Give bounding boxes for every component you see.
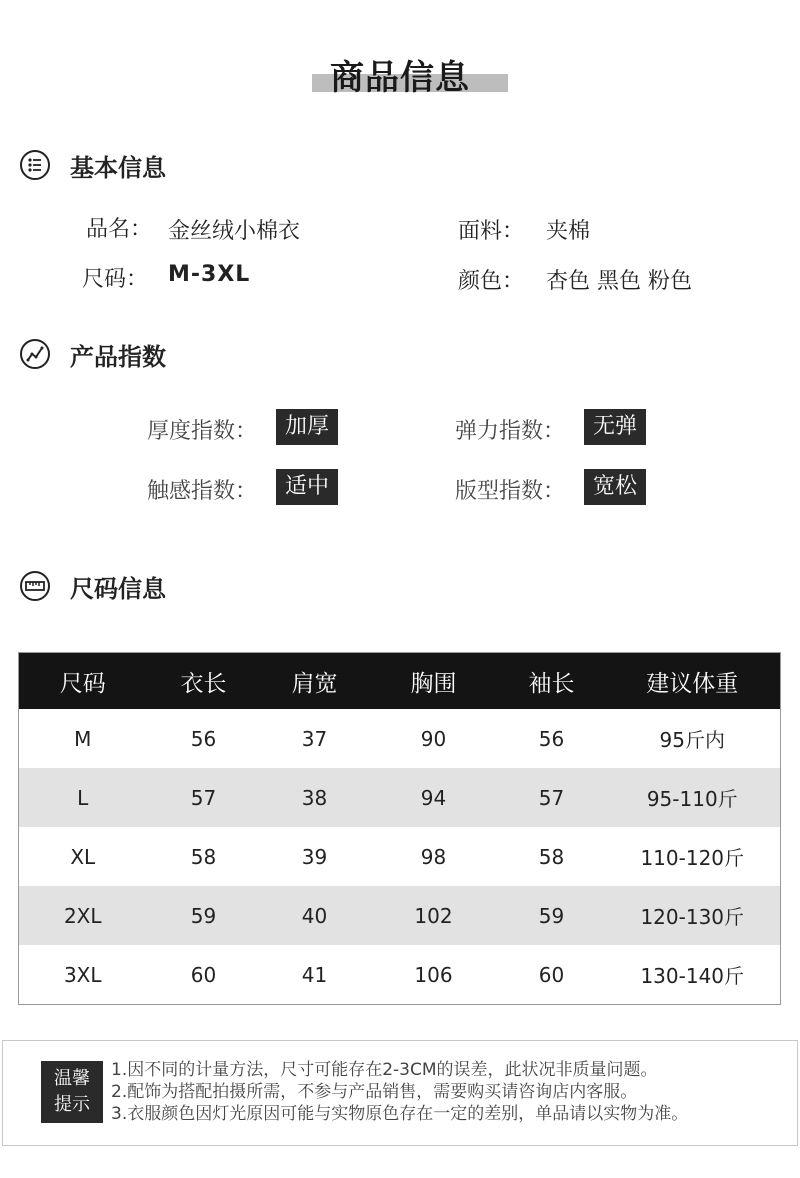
cell-bust: 94 (369, 768, 499, 827)
trend-chart-icon (20, 339, 50, 369)
tip-line: 2.配饰为搭配拍摄所需，不参与产品销售，需要购买请咨询店内客服。 (111, 1082, 638, 1102)
cell-sleeve: 57 (499, 768, 605, 827)
fabric-label: 面料： (458, 219, 525, 244)
page-title: 商品信息 (330, 58, 470, 98)
header-shoulder: 肩宽 (261, 653, 369, 710)
section-product-index (20, 334, 166, 374)
cell-size: XL (70, 844, 96, 869)
cell-bust: 102 (369, 886, 499, 945)
table-row (19, 768, 781, 827)
tips-badge-line2: 提示 (54, 1094, 90, 1115)
cell-size: M (74, 726, 92, 751)
thickness-index-label: 厚度指数： (147, 419, 258, 444)
cell-bust: 90 (420, 726, 447, 751)
cell-weight: 130-140斤 (640, 964, 745, 988)
elasticity-index-badge: 无弹 (584, 409, 646, 445)
tips-box (2, 1040, 798, 1146)
product-name-label: 品名： (86, 217, 153, 242)
cell-size: L (19, 768, 147, 827)
cell-weight: 120-130斤 (605, 886, 781, 945)
tips-lines (111, 1059, 688, 1125)
cell-shoulder: 39 (301, 844, 328, 869)
cell-length: 59 (147, 886, 261, 945)
touch-index-badge: 适中 (276, 469, 338, 505)
cell-length: 56 (190, 726, 217, 751)
header-size: 尺码 (19, 653, 147, 710)
header-length: 衣长 (147, 653, 261, 710)
section-title-index: 产品指数 (70, 342, 166, 371)
tips-badge (41, 1061, 103, 1123)
color-value: 杏色 黑色 粉色 (546, 269, 692, 294)
cell-shoulder: 37 (301, 726, 328, 751)
size-table (18, 652, 781, 1005)
elasticity-index-label: 弹力指数： (455, 419, 566, 444)
cell-length: 58 (190, 844, 217, 869)
table-row (19, 709, 781, 768)
header-sleeve: 袖长 (499, 653, 605, 710)
cell-shoulder: 40 (261, 886, 369, 945)
cell-length: 57 (147, 768, 261, 827)
cell-size: 3XL (63, 962, 102, 987)
tips-badge-line1: 温馨 (54, 1068, 90, 1089)
page-header (0, 44, 800, 104)
cell-sleeve: 59 (499, 886, 605, 945)
cell-sleeve: 56 (538, 726, 565, 751)
section-basic-info (20, 145, 166, 185)
size-range-value: M-3XL (168, 262, 251, 287)
fabric-value: 夹棉 (546, 219, 591, 244)
cell-size: 2XL (19, 886, 147, 945)
fit-index-badge: 宽松 (584, 469, 646, 505)
touch-index-label: 触感指数： (147, 479, 258, 504)
color-label: 颜色： (458, 269, 525, 294)
table-row (19, 945, 781, 1005)
cell-length: 60 (190, 962, 217, 987)
cell-shoulder: 41 (301, 962, 328, 987)
size-table-header (19, 653, 781, 710)
product-name-value: 金丝绒小棉衣 (168, 219, 301, 244)
header-weight: 建议体重 (605, 653, 781, 710)
cell-weight: 95-110斤 (605, 768, 781, 827)
cell-shoulder: 38 (261, 768, 369, 827)
ruler-icon (20, 571, 50, 601)
cell-sleeve: 58 (538, 844, 565, 869)
section-size-info (20, 566, 166, 606)
cell-bust: 106 (414, 962, 453, 987)
tip-line: 3.衣服颜色因灯光原因可能与实物原色存在一定的差别，单品请以实物为准。 (111, 1104, 689, 1124)
cell-bust: 98 (420, 844, 447, 869)
table-row (19, 886, 781, 945)
size-range-label: 尺码： (82, 267, 149, 292)
cell-sleeve: 60 (538, 962, 565, 987)
fit-index-label: 版型指数： (455, 479, 566, 504)
section-title-basic: 基本信息 (70, 153, 166, 182)
cell-weight: 110-120斤 (640, 846, 745, 870)
list-icon (20, 150, 50, 180)
cell-weight: 95斤内 (659, 728, 725, 752)
thickness-index-badge: 加厚 (276, 409, 338, 445)
table-row (19, 827, 781, 886)
tip-line: 1.因不同的计量方法，尺寸可能存在2-3CM的误差，此状况非质量问题。 (111, 1060, 658, 1080)
section-title-size: 尺码信息 (70, 574, 166, 603)
header-bust: 胸围 (369, 653, 499, 710)
